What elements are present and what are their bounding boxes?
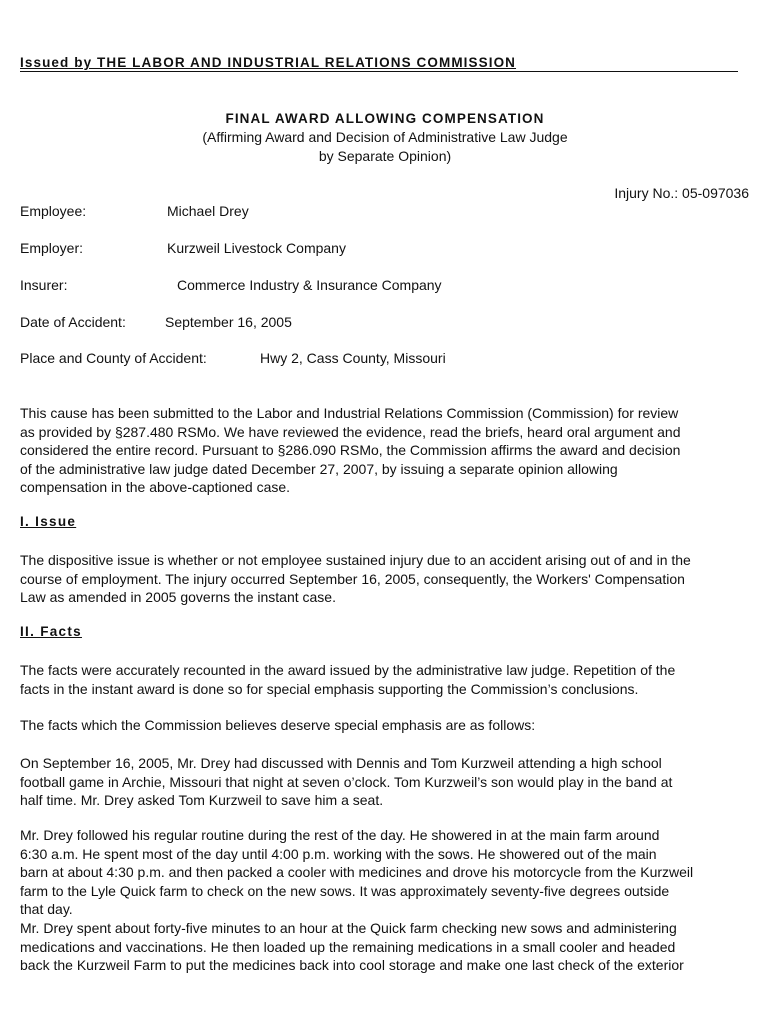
facts-paragraph-4 (20, 826, 750, 975)
text-line: farm to the Lyle Quick farm to check on the new sows. It was approximately seventy-five degrees outside (20, 882, 670, 899)
issue-paragraph (20, 551, 750, 607)
section-heading-facts: II. Facts (20, 624, 82, 639)
text-line: The facts were accurately recounted in the award issued by the administrative law judge. Repetition of the (20, 662, 676, 678)
text-line: The facts which the Commission believes deserve special emphasis are as follows: (20, 717, 536, 733)
issued-by-header: Issued by THE LABOR AND INDUSTRIAL RELATIONS COMMISSION (20, 55, 738, 72)
text-line: barn at about 4:30 p.m. and then packed a cooler with medicines and drove his motorcycle from the Kurzweil (20, 864, 694, 881)
text-line: 6:30 a.m. He spent most of the day until 4:00 p.m. working with the sows. He showered out of the main (20, 845, 657, 862)
text-line: considered the entire record. Pursuant to §286.090 RSMo, the Commission affirms the award and decision (20, 442, 681, 459)
text-line: back the Kurzweil Farm to put the medicines back into cool storage and make one last check of the exterior (20, 957, 684, 974)
facts-paragraph-2 (20, 716, 750, 735)
text-line: as provided by §287.480 RSMo. We have reviewed the evidence, read the briefs, heard oral argument and (20, 423, 681, 440)
facts-paragraph-1 (20, 661, 750, 698)
text-line: of the administrative law judge dated December 27, 2007, by issuing a separate opinion allowing (20, 460, 618, 477)
text-line: course of employment. The injury occurred September 16, 2005, consequently, the Workers' Compensation (20, 570, 685, 587)
text-line: football game in Archie, Missouri that night at seven o’clock. Tom Kurzweil’s son would play in the band at (20, 773, 673, 790)
text-line: Mr. Drey followed his regular routine during the rest of the day. He showered in at the main farm around (20, 827, 660, 843)
insurer-value: Commerce Industry & Insurance Company (177, 277, 442, 293)
employer-label: Employer: (20, 240, 84, 256)
text-line: medications and vaccinations. He then loaded up the remaining medications in a small cooler and headed (20, 938, 676, 955)
text-line: half time. Mr. Drey asked Tom Kurzweil to save him a seat. (20, 792, 384, 809)
text-line: On September 16, 2005, Mr. Drey had discussed with Dennis and Tom Kurzweil attending a high school (20, 755, 662, 771)
award-title: FINAL AWARD ALLOWING COMPENSATION (225, 111, 545, 126)
section-heading-issue: I. Issue (20, 514, 77, 529)
award-subtitle-line1: (Affirming Award and Decision of Administrative Law Judge (202, 129, 568, 145)
intro-paragraph (20, 404, 750, 497)
text-line: This cause has been submitted to the Labor and Industrial Relations Commission (Commission) for review (20, 405, 679, 421)
text-line: that day. (20, 901, 73, 918)
award-subtitle-line2: by Separate Opinion) (318, 148, 452, 164)
place-of-accident-label: Place and County of Accident: (20, 350, 207, 366)
place-of-accident-value: Hwy 2, Cass County, Missouri (260, 350, 446, 366)
date-of-accident-value: September 16, 2005 (165, 314, 292, 330)
injury-number: Injury No.: 05-097036 (614, 185, 749, 201)
text-line: Law as amended in 2005 governs the instant case. (20, 589, 336, 606)
date-of-accident-label: Date of Accident: (20, 314, 126, 330)
insurer-label: Insurer: (20, 277, 68, 293)
text-line: compensation in the above-captioned case. (20, 479, 291, 496)
employer-value: Kurzweil Livestock Company (167, 240, 346, 256)
employee-value: Michael Drey (167, 203, 249, 219)
employee-label: Employee: (20, 203, 87, 219)
text-line: The dispositive issue is whether or not employee sustained injury due to an accident arising out of and in the (20, 552, 691, 568)
text-line: facts in the instant award is done so for special emphasis supporting the Commission’s conclusions. (20, 680, 639, 697)
facts-paragraph-3 (20, 754, 750, 810)
text-line: Mr. Drey spent about forty-five minutes to an hour at the Quick farm checking new sows and administering (20, 919, 677, 936)
